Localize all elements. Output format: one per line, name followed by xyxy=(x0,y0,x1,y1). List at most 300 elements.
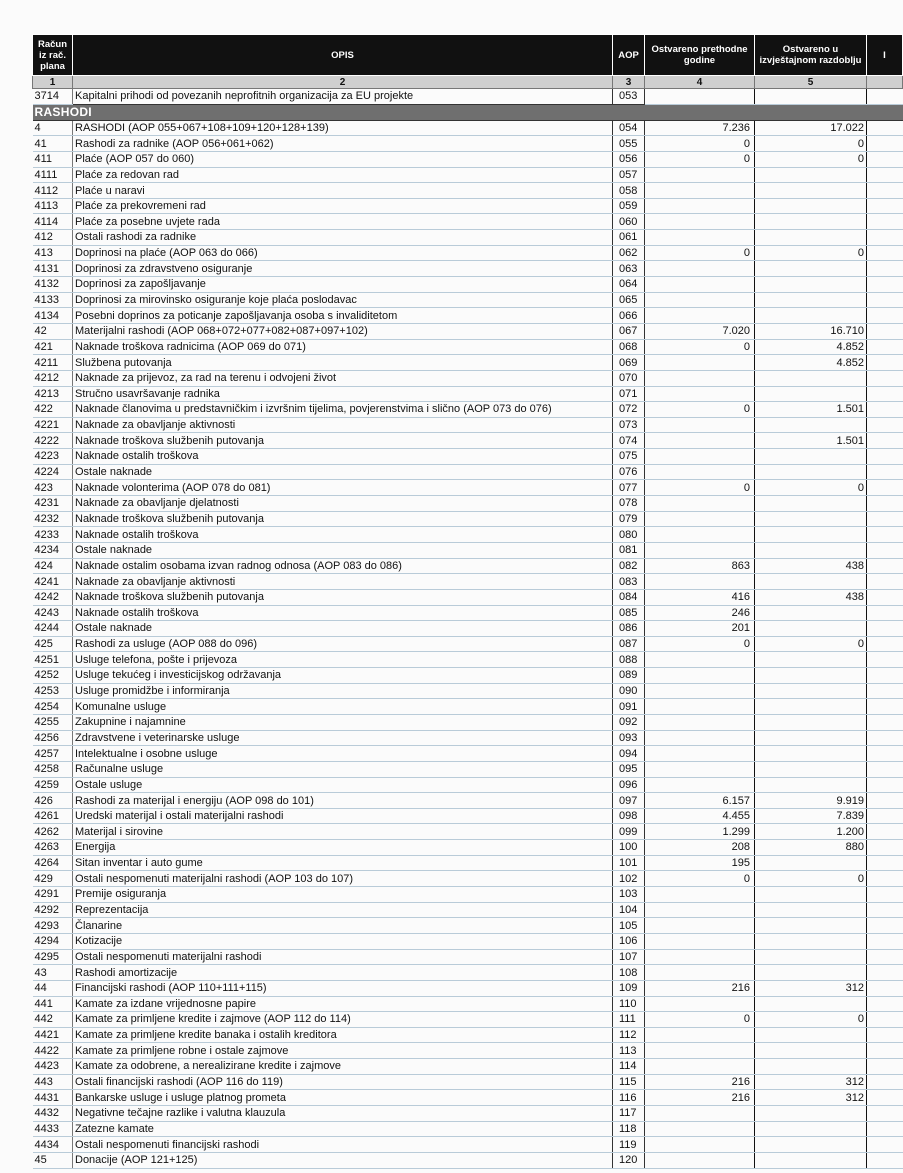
period-value xyxy=(755,1106,867,1122)
period-value xyxy=(755,277,867,293)
index-value xyxy=(867,840,903,856)
index-value xyxy=(867,1121,903,1137)
period-value xyxy=(755,511,867,527)
col-number: 5 xyxy=(755,76,867,89)
aop-code: 054 xyxy=(613,120,645,136)
index-value xyxy=(867,730,903,746)
index-value xyxy=(867,214,903,230)
prev-year-value xyxy=(645,89,755,105)
period-value xyxy=(755,699,867,715)
index-value xyxy=(867,871,903,887)
prev-year-value: 0 xyxy=(645,136,755,152)
aop-code: 110 xyxy=(613,996,645,1012)
index-value xyxy=(867,167,903,183)
prev-year-value: 0 xyxy=(645,245,755,261)
account-code: 423 xyxy=(33,480,73,496)
aop-code: 084 xyxy=(613,589,645,605)
col-number xyxy=(867,76,903,89)
account-code: 4292 xyxy=(33,902,73,918)
account-code: 43 xyxy=(33,965,73,981)
account-code: 4 xyxy=(33,120,73,136)
period-value xyxy=(755,887,867,903)
account-code: 41 xyxy=(33,136,73,152)
table-row xyxy=(33,292,903,308)
table-row xyxy=(33,198,903,214)
table-row xyxy=(33,840,903,856)
index-value xyxy=(867,1137,903,1153)
table-row xyxy=(33,683,903,699)
table-row xyxy=(33,949,903,965)
account-code: 421 xyxy=(33,339,73,355)
account-code: 4295 xyxy=(33,949,73,965)
table-row xyxy=(33,417,903,433)
account-code: 411 xyxy=(33,151,73,167)
prev-year-value xyxy=(645,652,755,668)
description: Doprinosi na plaće (AOP 063 do 066) xyxy=(73,245,613,261)
prev-year-value xyxy=(645,887,755,903)
aop-code: 108 xyxy=(613,965,645,981)
index-value xyxy=(867,1043,903,1059)
account-code: 4243 xyxy=(33,605,73,621)
table-row xyxy=(33,652,903,668)
account-code: 42 xyxy=(33,323,73,339)
prev-year-value: 201 xyxy=(645,621,755,637)
table-row xyxy=(33,433,903,449)
header-period: Ostvareno u izvještajnom razdoblju xyxy=(755,35,867,76)
prev-year-value xyxy=(645,668,755,684)
prev-year-value: 246 xyxy=(645,605,755,621)
description: RASHODI (AOP 055+067+108+109+120+128+139) xyxy=(73,120,613,136)
index-value xyxy=(867,636,903,652)
aop-code: 101 xyxy=(613,855,645,871)
description: Ostali nespomenuti materijalni rashodi (AOP 103 do 107) xyxy=(73,871,613,887)
prev-year-value xyxy=(645,777,755,793)
period-value: 0 xyxy=(755,136,867,152)
col-number: 4 xyxy=(645,76,755,89)
table-row xyxy=(33,777,903,793)
index-value xyxy=(867,323,903,339)
prev-year-value xyxy=(645,683,755,699)
period-value: 4.852 xyxy=(755,355,867,371)
prev-year-value xyxy=(645,183,755,199)
period-value: 312 xyxy=(755,980,867,996)
description: Naknade ostalih troškova xyxy=(73,605,613,621)
index-value xyxy=(867,402,903,418)
period-value: 0 xyxy=(755,871,867,887)
prev-year-value: 0 xyxy=(645,151,755,167)
aop-code: 058 xyxy=(613,183,645,199)
prev-year-value: 4.455 xyxy=(645,808,755,824)
report-table xyxy=(32,34,903,1169)
period-value xyxy=(755,230,867,246)
aop-code: 059 xyxy=(613,198,645,214)
period-value: 438 xyxy=(755,558,867,574)
table-row xyxy=(33,605,903,621)
account-code: 4132 xyxy=(33,277,73,293)
account-code: 4251 xyxy=(33,652,73,668)
prev-year-value xyxy=(645,214,755,230)
aop-code: 055 xyxy=(613,136,645,152)
period-value xyxy=(755,777,867,793)
description: Plaće u naravi xyxy=(73,183,613,199)
index-value xyxy=(867,464,903,480)
description: Plaće za prekovremeni rad xyxy=(73,198,613,214)
prev-year-value: 195 xyxy=(645,855,755,871)
period-value xyxy=(755,198,867,214)
period-value xyxy=(755,214,867,230)
description: Zakupnine i najamnine xyxy=(73,714,613,730)
index-value xyxy=(867,1074,903,1090)
description: Doprinosi za zdravstveno osiguranje xyxy=(73,261,613,277)
aop-code: 109 xyxy=(613,980,645,996)
period-value xyxy=(755,1152,867,1168)
description: Naknade troškova radnicima (AOP 069 do 071) xyxy=(73,339,613,355)
aop-code: 078 xyxy=(613,496,645,512)
account-code: 44 xyxy=(33,980,73,996)
account-code: 4242 xyxy=(33,589,73,605)
index-value xyxy=(867,1090,903,1106)
prev-year-value xyxy=(645,746,755,762)
index-value xyxy=(867,1152,903,1168)
index-value xyxy=(867,574,903,590)
aop-code: 116 xyxy=(613,1090,645,1106)
period-value xyxy=(755,308,867,324)
prev-year-value: 216 xyxy=(645,1090,755,1106)
aop-code: 074 xyxy=(613,433,645,449)
table-row xyxy=(33,636,903,652)
table-row xyxy=(33,386,903,402)
description: Ostale naknade xyxy=(73,542,613,558)
period-value xyxy=(755,668,867,684)
index-value xyxy=(867,1027,903,1043)
index-value xyxy=(867,933,903,949)
col-number: 2 xyxy=(73,76,613,89)
description: Kapitalni prihodi od povezanih neprofitnih organizacija za EU projekte xyxy=(73,89,613,105)
section-header xyxy=(33,104,903,120)
period-value xyxy=(755,761,867,777)
prev-year-value: 416 xyxy=(645,589,755,605)
index-value xyxy=(867,386,903,402)
period-value xyxy=(755,261,867,277)
index-value xyxy=(867,355,903,371)
account-code: 45 xyxy=(33,1152,73,1168)
index-value xyxy=(867,230,903,246)
prev-year-value: 0 xyxy=(645,636,755,652)
aop-code: 114 xyxy=(613,1059,645,1075)
period-value: 880 xyxy=(755,840,867,856)
table-row xyxy=(33,464,903,480)
aop-code: 081 xyxy=(613,542,645,558)
index-value xyxy=(867,761,903,777)
account-code: 4244 xyxy=(33,621,73,637)
description: Usluge tekućeg i investicijskog održavanja xyxy=(73,668,613,684)
index-value xyxy=(867,511,903,527)
prev-year-value xyxy=(645,542,755,558)
index-value xyxy=(867,746,903,762)
account-code: 4252 xyxy=(33,668,73,684)
prev-year-value xyxy=(645,1137,755,1153)
index-value xyxy=(867,605,903,621)
table-row xyxy=(33,370,903,386)
period-value: 1.501 xyxy=(755,402,867,418)
account-code: 4257 xyxy=(33,746,73,762)
period-value xyxy=(755,652,867,668)
prev-year-value xyxy=(645,292,755,308)
prev-year-value: 0 xyxy=(645,402,755,418)
aop-code: 090 xyxy=(613,683,645,699)
description: Kotizacije xyxy=(73,933,613,949)
table-row xyxy=(33,965,903,981)
table-row xyxy=(33,1027,903,1043)
account-code: 4262 xyxy=(33,824,73,840)
prev-year-value xyxy=(645,918,755,934)
aop-code: 093 xyxy=(613,730,645,746)
account-code: 442 xyxy=(33,1012,73,1028)
period-value xyxy=(755,183,867,199)
index-value xyxy=(867,668,903,684)
account-code: 443 xyxy=(33,1074,73,1090)
period-value: 9.919 xyxy=(755,793,867,809)
aop-code: 085 xyxy=(613,605,645,621)
table-row xyxy=(33,511,903,527)
prev-year-value xyxy=(645,730,755,746)
prev-year-value xyxy=(645,386,755,402)
aop-code: 079 xyxy=(613,511,645,527)
account-code: 4259 xyxy=(33,777,73,793)
index-value xyxy=(867,151,903,167)
aop-code: 100 xyxy=(613,840,645,856)
period-value: 312 xyxy=(755,1074,867,1090)
period-value: 438 xyxy=(755,589,867,605)
table-row xyxy=(33,542,903,558)
prev-year-value xyxy=(645,1059,755,1075)
account-code: 4423 xyxy=(33,1059,73,1075)
description: Službena putovanja xyxy=(73,355,613,371)
aop-code: 099 xyxy=(613,824,645,840)
description: Kamate za odobrene, a nerealizirane kredite i zajmove xyxy=(73,1059,613,1075)
period-value xyxy=(755,417,867,433)
period-value xyxy=(755,1059,867,1075)
index-value xyxy=(867,527,903,543)
period-value xyxy=(755,730,867,746)
account-code: 4264 xyxy=(33,855,73,871)
index-value xyxy=(867,120,903,136)
account-code: 424 xyxy=(33,558,73,574)
period-value xyxy=(755,918,867,934)
aop-code: 066 xyxy=(613,308,645,324)
period-value: 0 xyxy=(755,1012,867,1028)
account-code: 4254 xyxy=(33,699,73,715)
index-value xyxy=(867,699,903,715)
aop-code: 097 xyxy=(613,793,645,809)
description: Premije osiguranja xyxy=(73,887,613,903)
index-value xyxy=(867,714,903,730)
period-value: 4.852 xyxy=(755,339,867,355)
description: Financijski rashodi (AOP 110+111+115) xyxy=(73,980,613,996)
account-code: 4233 xyxy=(33,527,73,543)
description: Rashodi amortizacije xyxy=(73,965,613,981)
aop-code: 089 xyxy=(613,668,645,684)
account-code: 4133 xyxy=(33,292,73,308)
prev-year-value xyxy=(645,527,755,543)
table-row xyxy=(33,996,903,1012)
table-row xyxy=(33,496,903,512)
table-row xyxy=(33,589,903,605)
aop-code: 104 xyxy=(613,902,645,918)
index-value xyxy=(867,277,903,293)
account-code: 4114 xyxy=(33,214,73,230)
account-code: 4263 xyxy=(33,840,73,856)
account-code: 4291 xyxy=(33,887,73,903)
aop-code: 088 xyxy=(613,652,645,668)
account-code: 4253 xyxy=(33,683,73,699)
prev-year-value xyxy=(645,761,755,777)
table-row xyxy=(33,574,903,590)
table-row xyxy=(33,1043,903,1059)
description: Ostali rashodi za radnike xyxy=(73,230,613,246)
description: Rashodi za materijal i energiju (AOP 098 do 101) xyxy=(73,793,613,809)
table-row xyxy=(33,714,903,730)
table-row xyxy=(33,323,903,339)
table-row xyxy=(33,402,903,418)
aop-code: 096 xyxy=(613,777,645,793)
description: Naknade troškova službenih putovanja xyxy=(73,511,613,527)
table-row xyxy=(33,793,903,809)
description: Ostale naknade xyxy=(73,464,613,480)
description: Energija xyxy=(73,840,613,856)
period-value xyxy=(755,449,867,465)
description: Kamate za primljene robne i ostale zajmove xyxy=(73,1043,613,1059)
table-row xyxy=(33,1106,903,1122)
index-value xyxy=(867,918,903,934)
description: Donacije (AOP 121+125) xyxy=(73,1152,613,1168)
index-value xyxy=(867,683,903,699)
index-value xyxy=(867,496,903,512)
table-row xyxy=(33,120,903,136)
table-row xyxy=(33,308,903,324)
period-value xyxy=(755,1043,867,1059)
aop-code: 115 xyxy=(613,1074,645,1090)
account-code: 412 xyxy=(33,230,73,246)
period-value xyxy=(755,933,867,949)
aop-code: 072 xyxy=(613,402,645,418)
table-row xyxy=(33,558,903,574)
prev-year-value xyxy=(645,1106,755,1122)
index-value xyxy=(867,292,903,308)
account-code: 4232 xyxy=(33,511,73,527)
aop-code: 064 xyxy=(613,277,645,293)
period-value xyxy=(755,996,867,1012)
prev-year-value xyxy=(645,574,755,590)
account-code: 4213 xyxy=(33,386,73,402)
description: Članarine xyxy=(73,918,613,934)
aop-code: 061 xyxy=(613,230,645,246)
account-code: 4261 xyxy=(33,808,73,824)
period-value: 0 xyxy=(755,480,867,496)
index-value xyxy=(867,902,903,918)
aop-code: 111 xyxy=(613,1012,645,1028)
index-value xyxy=(867,965,903,981)
index-value xyxy=(867,245,903,261)
header-account: Račun iz rač. plana xyxy=(33,35,73,76)
aop-code: 056 xyxy=(613,151,645,167)
account-code: 4223 xyxy=(33,449,73,465)
account-code: 4255 xyxy=(33,714,73,730)
table-row xyxy=(33,761,903,777)
prev-year-value xyxy=(645,198,755,214)
aop-code: 106 xyxy=(613,933,645,949)
column-number-row xyxy=(33,76,903,89)
account-code: 429 xyxy=(33,871,73,887)
aop-code: 117 xyxy=(613,1106,645,1122)
aop-code: 086 xyxy=(613,621,645,637)
prev-year-value: 208 xyxy=(645,840,755,856)
period-value xyxy=(755,714,867,730)
description: Plaće za posebne uvjete rada xyxy=(73,214,613,230)
index-value xyxy=(867,308,903,324)
aop-code: 092 xyxy=(613,714,645,730)
table-row xyxy=(33,1121,903,1137)
description: Negativne tečajne razlike i valutna klauzula xyxy=(73,1106,613,1122)
period-value xyxy=(755,1121,867,1137)
period-value: 1.200 xyxy=(755,824,867,840)
account-code: 4434 xyxy=(33,1137,73,1153)
prev-year-value: 216 xyxy=(645,980,755,996)
account-code: 4111 xyxy=(33,167,73,183)
prev-year-value: 0 xyxy=(645,339,755,355)
prev-year-value xyxy=(645,277,755,293)
header-aop: AOP xyxy=(613,35,645,76)
aop-code: 091 xyxy=(613,699,645,715)
table-row xyxy=(33,1090,903,1106)
table-row xyxy=(33,1012,903,1028)
description: Doprinosi za zapošljavanje xyxy=(73,277,613,293)
description: Materijal i sirovine xyxy=(73,824,613,840)
index-value xyxy=(867,887,903,903)
account-code: 4256 xyxy=(33,730,73,746)
period-value xyxy=(755,464,867,480)
aop-code: 080 xyxy=(613,527,645,543)
aop-code: 120 xyxy=(613,1152,645,1168)
aop-code: 065 xyxy=(613,292,645,308)
prev-year-value xyxy=(645,167,755,183)
prev-year-value xyxy=(645,261,755,277)
description: Bankarske usluge i usluge platnog prometa xyxy=(73,1090,613,1106)
period-value xyxy=(755,605,867,621)
account-code: 3714 xyxy=(33,89,73,105)
description: Komunalne usluge xyxy=(73,699,613,715)
prev-year-value xyxy=(645,449,755,465)
period-value xyxy=(755,542,867,558)
aop-code: 082 xyxy=(613,558,645,574)
period-value xyxy=(755,683,867,699)
account-code: 4432 xyxy=(33,1106,73,1122)
aop-code: 105 xyxy=(613,918,645,934)
aop-code: 062 xyxy=(613,245,645,261)
index-value xyxy=(867,558,903,574)
description: Ostali financijski rashodi (AOP 116 do 119) xyxy=(73,1074,613,1090)
table-row xyxy=(33,1137,903,1153)
table-row xyxy=(33,1059,903,1075)
description: Posebni doprinos za poticanje zapošljavanja osoba s invaliditetom xyxy=(73,308,613,324)
account-code: 4134 xyxy=(33,308,73,324)
table-row xyxy=(33,136,903,152)
prev-year-value xyxy=(645,902,755,918)
account-code: 4294 xyxy=(33,933,73,949)
table-row xyxy=(33,887,903,903)
period-value xyxy=(755,527,867,543)
period-value xyxy=(755,965,867,981)
